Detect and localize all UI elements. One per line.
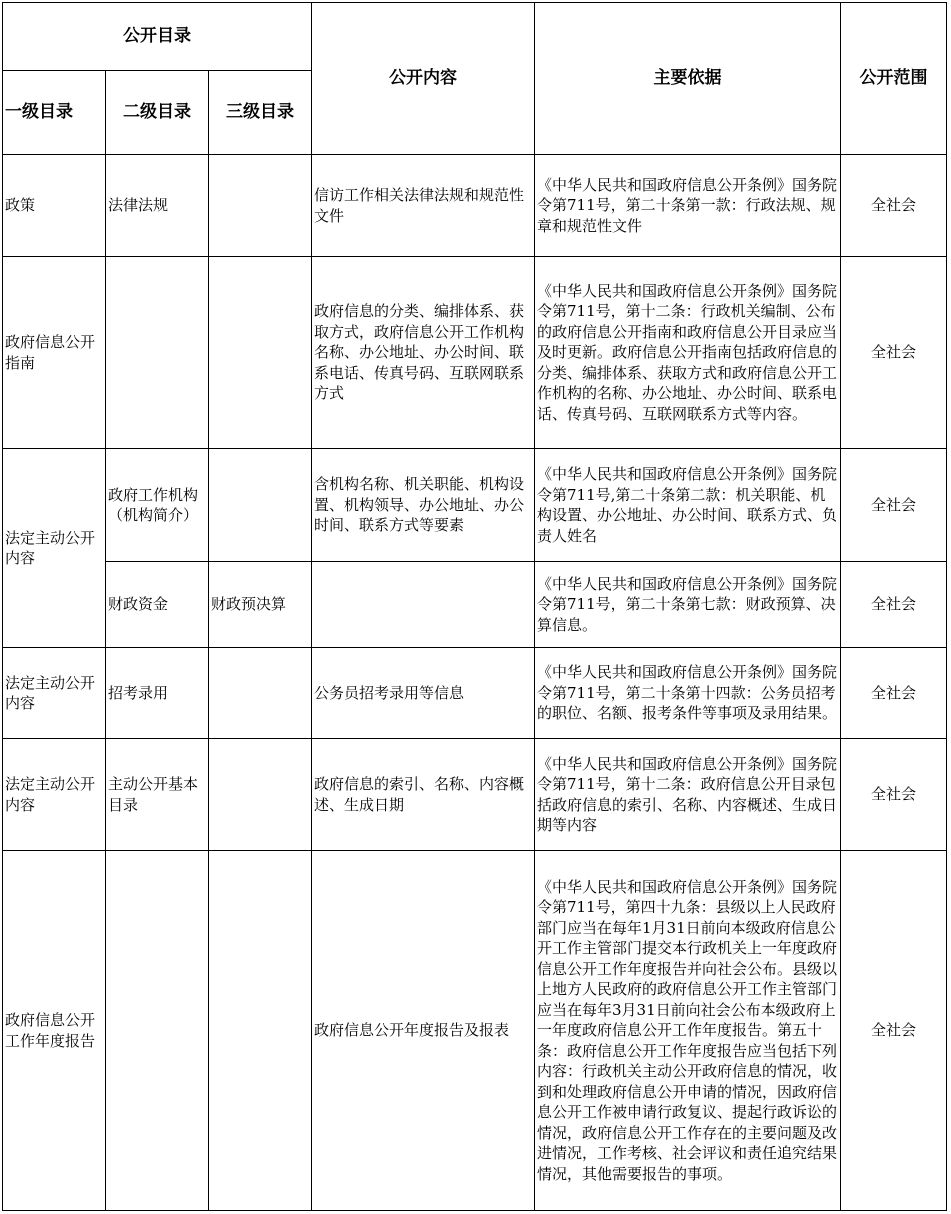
scope-cell: 全社会 bbox=[841, 739, 947, 851]
level3-cell: 财政预决算 bbox=[209, 562, 312, 648]
table-row bbox=[3, 155, 947, 257]
scope-cell: 全社会 bbox=[841, 449, 947, 562]
header-level2: 二级目录 bbox=[106, 71, 209, 155]
basis-cell: 《中华人民共和国政府信息公开条例》国务院令第711号，第二十条第十四款：公务员招考的职位、名额、报考条件等事项及录用结果。 bbox=[535, 648, 841, 739]
disclosure-catalog-table bbox=[2, 2, 947, 1211]
basis-cell: 《中华人民共和国政府信息公开条例》国务院令第711号，第四十九条：县级以上人民政府部门应当在每年1月31日前向本级政府信息公开工作主管部门提交本行政机关上一年度政府信息公开工作年度报告并向社会公布。县级以上地方人民政府的政府信息公开工作主管部门应当在每年3月31日前向社会公布本级政府上一年度政府信息公开工作年度报告。第五十条：政府信息公开工作年度报告应当包括下列内容：行政机关主动公开政府信息的情况，收到和处理政府信息公开申请的情况，因政府信息公开工作被申请行政复议、提起行政诉讼的情况，政府信息公开工作存在的主要问题及改进情况，工作考核、社会评议和责任追究结果情况，其他需要报告的事项。 bbox=[535, 851, 841, 1211]
level1-cell: 法定主动公开内容 bbox=[3, 648, 106, 739]
content-cell bbox=[312, 562, 535, 648]
table-row bbox=[3, 257, 947, 449]
level1-cell: 法定主动公开内容 bbox=[3, 449, 106, 648]
scope-cell: 全社会 bbox=[841, 562, 947, 648]
basis-cell: 《中华人民共和国政府信息公开条例》国务院令第711号，第十二条：行政机关编制、公布的政府信息公开指南和政府信息公开目录应当及时更新。政府信息公开指南包括政府信息的分类、编排体系、获取方式和政府信息公开工作机构的名称、办公地址、办公时间、联系电话、传真号码、互联网联系方式等内容。 bbox=[535, 257, 841, 449]
basis-cell: 《中华人民共和国政府信息公开条例》国务院令第711号，第二十条第一款：行政法规、规章和规范性文件 bbox=[535, 155, 841, 257]
level1-cell: 法定主动公开内容 bbox=[3, 739, 106, 851]
level1-cell: 政策 bbox=[3, 155, 106, 257]
table-row bbox=[3, 449, 947, 562]
scope-cell: 全社会 bbox=[841, 155, 947, 257]
content-cell: 政府信息公开年度报告及报表 bbox=[312, 851, 535, 1211]
level3-cell bbox=[209, 739, 312, 851]
scope-cell: 全社会 bbox=[841, 851, 947, 1211]
level2-cell: 招考录用 bbox=[106, 648, 209, 739]
header-level1: 一级目录 bbox=[3, 71, 106, 155]
content-cell: 信访工作相关法律法规和规范性文件 bbox=[312, 155, 535, 257]
level3-cell bbox=[209, 851, 312, 1211]
header-basis: 主要依据 bbox=[535, 3, 841, 155]
content-cell: 政府信息的分类、编排体系、获取方式，政府信息公开工作机构名称、办公地址、办公时间、联系电话、传真号码、互联网联系方式 bbox=[312, 257, 535, 449]
level2-cell bbox=[106, 257, 209, 449]
table-row bbox=[3, 648, 947, 739]
content-cell: 公务员招考录用等信息 bbox=[312, 648, 535, 739]
content-cell: 政府信息的索引、名称、内容概述、生成日期 bbox=[312, 739, 535, 851]
level3-cell bbox=[209, 257, 312, 449]
level3-cell bbox=[209, 449, 312, 562]
header-scope: 公开范围 bbox=[841, 3, 947, 155]
level1-cell: 政府信息公开工作年度报告 bbox=[3, 851, 106, 1211]
header-catalog-group: 公开目录 bbox=[3, 3, 312, 71]
basis-cell: 《中华人民共和国政府信息公开条例》国务院令第711号，第二十条第七款：财政预算、决算信息。 bbox=[535, 562, 841, 648]
level1-cell: 政府信息公开指南 bbox=[3, 257, 106, 449]
scope-cell: 全社会 bbox=[841, 257, 947, 449]
level2-cell: 法律法规 bbox=[106, 155, 209, 257]
header-level3: 三级目录 bbox=[209, 71, 312, 155]
table-row bbox=[3, 851, 947, 1211]
header-content: 公开内容 bbox=[312, 3, 535, 155]
scope-cell: 全社会 bbox=[841, 648, 947, 739]
header-row-1 bbox=[3, 3, 947, 71]
table-row bbox=[3, 562, 947, 648]
level2-cell: 财政资金 bbox=[106, 562, 209, 648]
content-cell: 含机构名称、机关职能、机构设置、机构领导、办公地址、办公时间、联系方式等要素 bbox=[312, 449, 535, 562]
level3-cell bbox=[209, 155, 312, 257]
basis-cell: 《中华人民共和国政府信息公开条例》国务院令第711号，第十二条：政府信息公开目录包括政府信息的索引、名称、内容概述、生成日期等内容 bbox=[535, 739, 841, 851]
table-row bbox=[3, 739, 947, 851]
level2-cell bbox=[106, 851, 209, 1211]
level2-cell: 主动公开基本目录 bbox=[106, 739, 209, 851]
level3-cell bbox=[209, 648, 312, 739]
level2-cell: 政府工作机构（机构简介） bbox=[106, 449, 209, 562]
basis-cell: 《中华人民共和国政府信息公开条例》国务院令第711号,第二十条第二款：机关职能、机构设置、办公地址、办公时间、联系方式、负责人姓名 bbox=[535, 449, 841, 562]
